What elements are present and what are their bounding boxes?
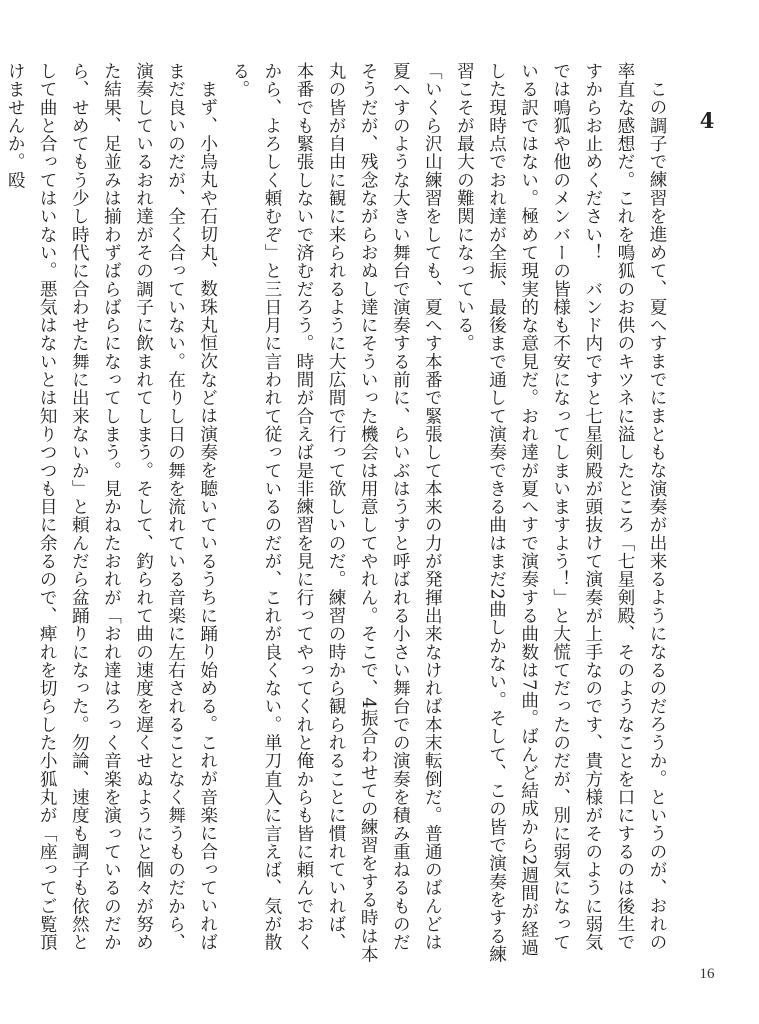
paragraph-2: 「いくら沢山練習をしても、夏へす本番で緊張して本来の力が発揮出来なければ本末転倒だ。普通のばんどは夏へすのような大きい舞台で演奏する前に、らいぶはうすと呼ばれる小さい舞台での演奏を積み重ねるものだそうだが、残念ながらおぬし達にそういった機会は用意してやれん。そこで、4振合わせての練習をする時は本丸の皆が自由に観に来られるように大広間で行って欲しいのだ。練習の時から観られることに慣れていれば、本番でも緊張しないで済むだろう。時間が合えば是非練習を見に行ってやってくれと俺からも皆に頼んでおくから、よろしく頼むぞ」と三日月に言われて従っているのだが、これが良くない。単刀直入に言えば、気が散る。: [229, 62, 443, 964]
vertical-body-text: [0, 62, 673, 964]
paragraph-3: まず、小烏丸や石切丸、数珠丸恒次などは演奏を聴いているうちに踊り始める。これが音楽に合っていればまだ良いのだが、全く合っていない。在りし日の舞を流れている音楽に左右されることなく舞うものだから、演奏しているおれ達がその調子に飲まれてしまう。そして、釣られて曲の速度を遅くせぬようにと個々が努めた結果、足並みは揃わずばらばらになってしまう。見かねたおれが「おれ達はろっく音楽を演っているのだから、せめてもう少し時代に合わせた舞に出来ないか」と頼んだら盆踊りになった。勿論、速度も調子も依然として曲と合ってはいない。悪気はないとは知りつつも目に余るので、痺れを切らした小狐丸が「座ってご覧頂けませんか。殴: [5, 62, 218, 952]
chapter-number: 4: [699, 108, 715, 133]
paragraph-1: この調子で練習を進めて、夏へすまでにまともな演奏が出来るようになるのだろうか。というのが、おれの率直な感想だ。これを鳴狐のお供のキツネに溢したところ「七星剣殿、そのようなことを口にするのは後生ですからお止めください！ バンド内ですと七星剣殿が頭抜けて演奏が上手なのです、貴方様がそのように弱気では鳴狐や他のメンバーの皆様も不安になってしまいますよう！」と大慌てだったのだが、別に弱気になっている訳ではない。極めて現実的な意見だ。おれ達が夏へすで演奏する曲数は7曲。ばんど結成から2週間が経過した現時点でおれ達が全振、最後まで通して演奏できる曲はまだ2曲しかない。そして、この皆で演奏をする練習こそが最大の難関になっている。: [454, 62, 667, 964]
page-number: 16: [699, 966, 715, 982]
